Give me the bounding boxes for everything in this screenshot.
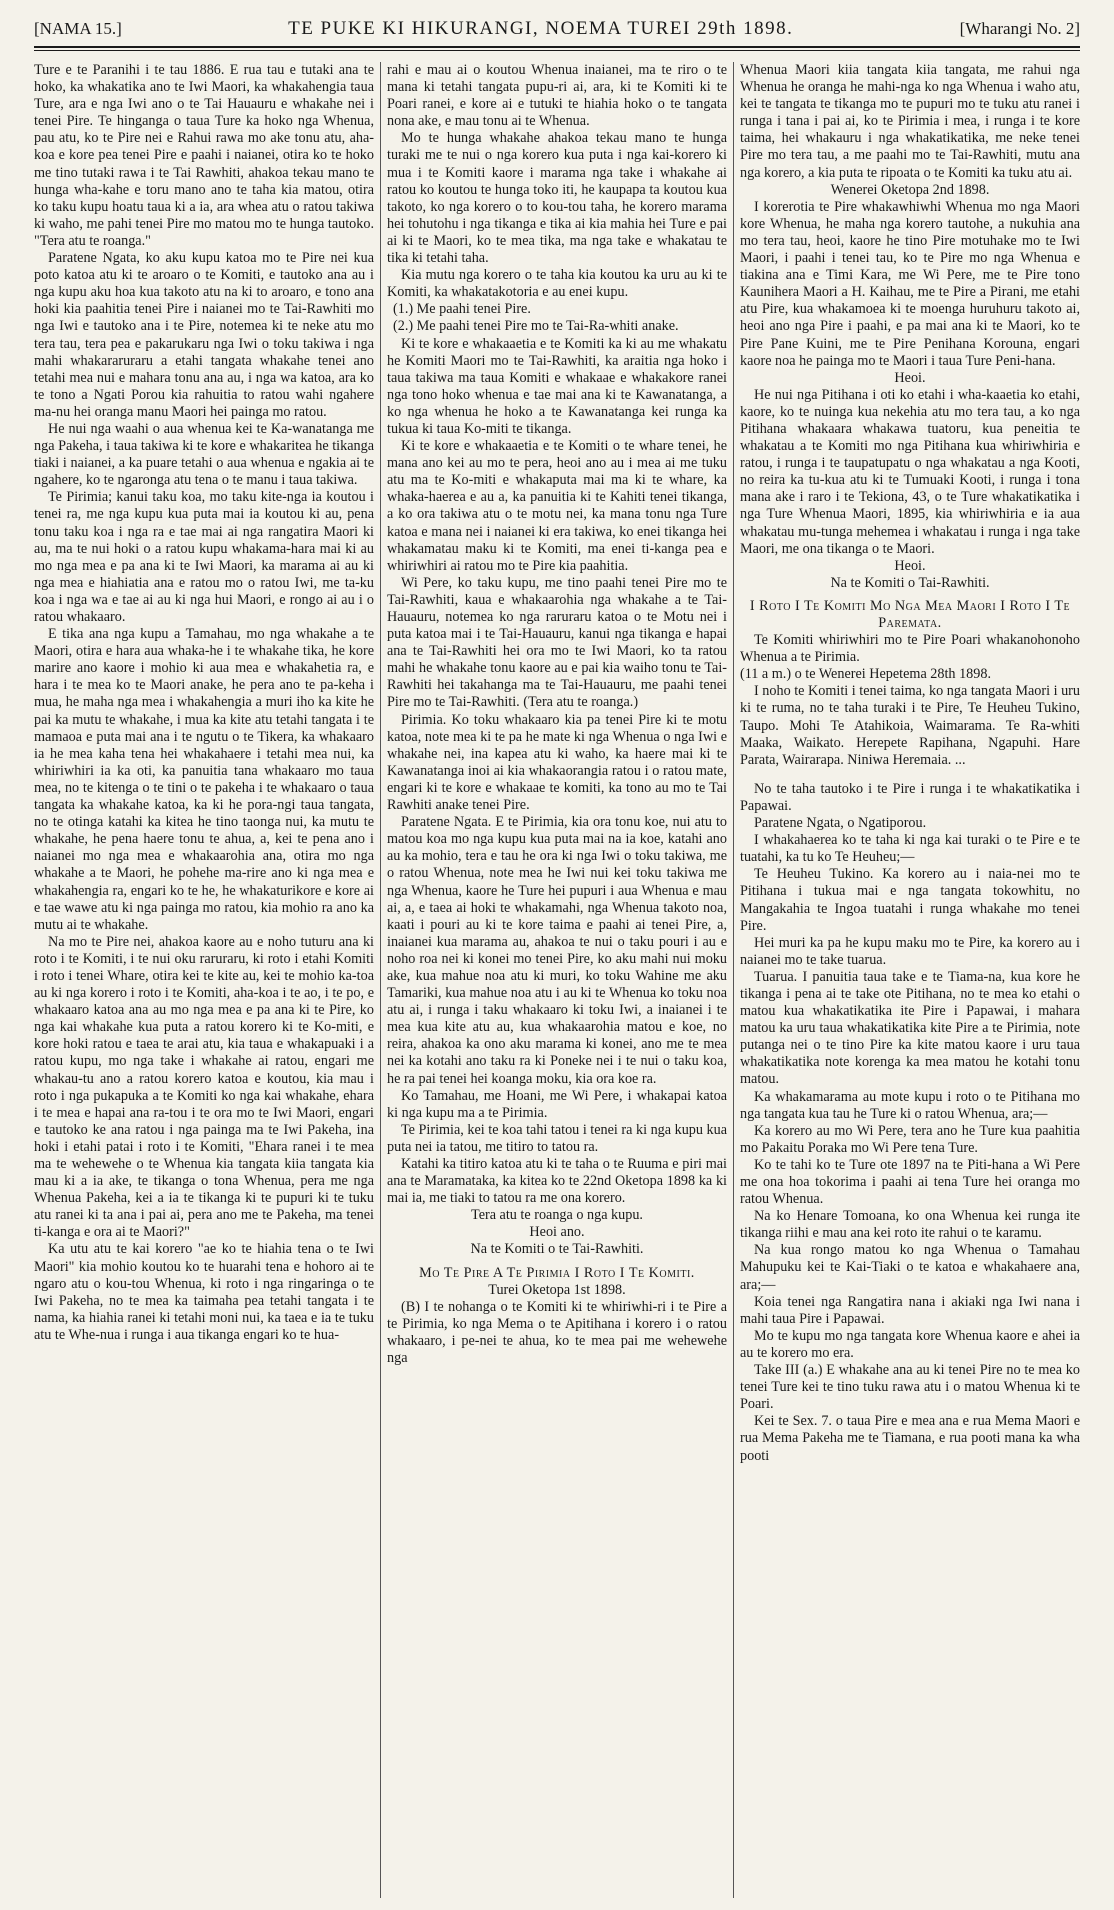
paragraph: He nui nga waahi o aua whenua kei te Ka-wanatanga me nga Pakeha, i taua takiwa ki te kore e whakaritea he tikanga tiaki i naianei, a ka puare tetahi o aua whenua e ngakia ai te ngahere, ko te ngaronga atu tena o te manu i taua takiwa. bbox=[34, 420, 374, 489]
paragraph: E tika ana nga kupu a Tamahau, mo nga whakahe a te Maori, otira e hara aua whaka-he i te whakahe tika, he kore marire ano kaore i mohio ki aua mea e whakahetia ra, e hara i te mea ko te Maori anake, he pera ano te pa-keha i mua, he maha nga mea i whakahengia a muri iho ka kite he pai ka mutu te whakahe, i mua ka kite atu tetahi tangata i te mamaoa e puta mai ana i te ngutu o te Tikera, ka whakaaro ia he mea kaha tena hei whakahaere i tetahi mea nui, ka whiriwhiri ia ka oti, ka panuitia tana whakaaro mo taua mea, no te kitenga o te tini o te pakeha i te whakaaro o taua tangata ka whakahe katoa, ka ki he pora-ngi taua tangata, no te otinga katahi ka kitea he tino taonga nui, ka mutu te whakahe, he pena haere tonu te ahua, a, kei te pena ano i naianei mo nga mea e whakaarohia ana, otira mo nga whakahe a te Maori, he pohehe ma-rire ano ki nga mea e whakahengia ra, engari ko te he, he whakaturikore e kore ai e tae wawe atu ki nga painga mo ratou, kia mohio ra ano ka mutu ai te whakahe. bbox=[34, 626, 374, 933]
paragraph: Ka korero au mo Wi Pere, tera ano he Ture kua paahitia mo Pakaitu Poraka mo Wi Pere tena Ture. bbox=[740, 1122, 1080, 1156]
column-2 bbox=[387, 62, 727, 1898]
signature-line: Heoi. bbox=[894, 369, 926, 386]
paragraph: I korerotia te Pire whakawhiwhi Whenua mo nga Maori kore Whenua, he maha nga korero tautohe, a nukuhia ana mo tera tau, heoi, kaore he tino Pire motuhake mo te Iwi Maori, i paahi i tenei tau, ko te Pire mo nga Whenua e tiakina ana e Timi Kara, me Wi Pere, me te Pire tono Kaunihera Maori a H. Kaihau, me te Pire a Pirani, me etahi atu Pire, kua whakamoea ki te moenga huruhuru takoto ai, heoi ano nga Pire i paahi, e pa mai ana ki te Maori, ko te Pire Pane Kuini, me te Pire Penihana Korouna, engari kaore noa he painga mo te Maori i taua Ture Peni-hana. bbox=[740, 198, 1080, 369]
paragraph: I whakahaerea ko te taha ki nga kai turaki o te Pire e te tuatahi, ka tu ko Te Heuheu;— bbox=[740, 832, 1080, 866]
paragraph: (2.) Me paahi tenei Pire mo te Tai-Ra-whiti anake. bbox=[393, 318, 679, 335]
paragraph: Na kua rongo matou ko nga Whenua o Tamahau Mahupuku kei te Kai-Tiaki o te katoa e whakahaere ana, ara;— bbox=[740, 1242, 1080, 1293]
paragraph: Te Komiti whiriwhiri mo te Pire Poari whakanohonoho Whenua a te Pirimia. bbox=[740, 632, 1080, 666]
header-rule bbox=[34, 50, 1080, 51]
paragraph: Na mo te Pire nei, ahakoa kaore au e noho tuturu ana ki roto i te Komiti, i te nui oku raruraru, ki roto i etahi Komiti i roto i tenei Whare, otira kei te kite au, kei te mohio ka-toa au ki nga korero i roto i te Komiti, aha-koa i te ao, i te po, e whakaaro katoa ana au mo nga mea e pa ana ki te Pire, ko nga kai whakahe kua puta a ratou korero ki te Ko-miti, e kore hoki ratou e taea te arai atu, kia taua e whakapuaki i a ratou kupu, mo nga take i whakahe ai ratou, engari me whakau-tu ano a ratou korero katoa e koutou, kia mau i roto i nga pukapuka a te Komiti ko nga kai whakahe, ehara i te mea e hapai ana ra-tou i te ora mo te Iwi Maori, engari e tautoko ke ana ratou i nga painga ma te Iwi Pakeha, ina hoki i etahi patai i roto i te Komiti, "Ehara ranei i te mea ma te wehewehe o te Whenua kia tangata kiia tangata kia mau ki a ia ake, te tikanga o tona Whenua, pera me nga Whenua Pakeha, kei a ia te tikanga ki te pupuri ki te tuku atu ranei ki ta ana i pai ai, pera ano me te Pakeha, ma tenei ti-kanga e ora ai te Maori?" bbox=[34, 933, 374, 1241]
paragraph: I noho te Komiti i tenei taima, ko nga tangata Maori i uru ki te ruma, no te taha turaki i te Pire, Te Heuheu Tukino, Taupo. Mohi Te Atahikoia, Waimarama. Te Ra-whiti Maaka, Waikato. Herepete Rapihana, Ngapuhi. Hare Parata, Wairarapa. Niniwa Heremaia. ... bbox=[740, 683, 1080, 768]
signature-line: Wenerei Oketopa 2nd 1898. bbox=[830, 181, 990, 198]
paragraph: Ki te kore e whakaaetia e te Komiti o te whare tenei, he mana ano kei au mo te pera, heoi ano au i mea ai me tuku atu ma te Ko-miti e whakaputa mai ma ki te whare, ka whaka-haerea e au a, ka panuitia ki te Kahiti tenei tikanga, a ko ora takiwa atu o te motu nei, ka mana tonu nga Ture katoa e mana nei i naianei ki era takiwa, ko enei tikanga hei whakamatau maku ki te Komiti, ma enei ti-kanga pea e whiriwhiri ai ratou mo te Pire kia paahitia. bbox=[387, 438, 727, 574]
page-number: [Wharangi No. 2] bbox=[959, 19, 1080, 38]
paragraph: rahi e mau ai o koutou Whenua inaianei, ma te riro o te mana ki tetahi tangata pupu-ri ai, ara, ki te Komiti ki te Poari ranei, e kore ai e tutuki te hiahia hoko o te tangata nona ake, e mau tonu ai te Whenua. bbox=[387, 62, 727, 130]
paragraph: Te Heuheu Tukino. Ka korero au i naia-nei mo te Pitihana i tukua mai e nga tangata tokowhitu, no Mangakahia te Ingoa tuatahi i runga whakahe mo tenei Pire. bbox=[740, 866, 1080, 934]
paragraph bbox=[740, 769, 1080, 781]
paragraph: No te taha tautoko i te Pire i runga i te whakatikatika i Papawai. bbox=[740, 780, 1080, 814]
paragraph: (B) I te nohanga o te Komiti ki te whiriwhi-ri i te Pire a te Pirimia, ko nga Mema o te Apitihana i korero i o ratou whakaaro, i pe-nei te ahua, ko te mea pai me wehewehe nga bbox=[387, 1298, 727, 1367]
paragraph: Te Pirimia; kanui taku koa, mo taku kite-nga ia koutou i tenei ra, me nga kupu kua puta mai ia koutou ki au, pena tonu taku koa i nga ra e tae mai ai nga rangatira Maori ki au, ma te nui hoki o a ratou kupu whakama-hara mai ki au mo nga mea e pa ana ki te Iwi Maori, ka marama ai au ki nga mea e hiahiatia ana e ratou mo o ratou Iwi, me ta-ku koa i nga wa e tae ai au ki nga hui Maori, e rongo ai au i o ratou whakaaro. bbox=[34, 489, 374, 625]
paragraph: Paratene Ngata, ko aku kupu katoa mo te Pire nei kua poto katoa atu ki te aroaro o te Komiti, e tautoko ana au i nga kupu aku hoa kua takoto atu na ki to aroaro, e tono ana hoki kia paahitia tenei Pire i naianei mo te Tai-Rawhiti mo nga Iwi e tautoko ana i te Pire, notemea ki te neke atu mo tera tau, tera pea e pakarukaru nga Iwi o toku takiwa i nga mahi whakararuraru a etahi tangata whakahe tenei ano tetahi mea nui e mahara tonu ana au, i nga wa katoa, ara ko te tono a Ngati Porou kia rahuitia to ratou wahi ngahere ma-nu hei oranga manu Maori hei painga mo ratou. bbox=[34, 250, 374, 420]
column-1 bbox=[34, 62, 374, 1898]
paragraph: Kei te Sex. 7. o taua Pire e mea ana e rua Mema Maori e rua Mema Pakeha me te Tiamana, e rua pooti mana ka wha pooti bbox=[740, 1413, 1080, 1464]
signature-line: Tera atu te roanga o nga kupu. bbox=[471, 1207, 643, 1224]
column-3 bbox=[740, 62, 1080, 1898]
issue-number: [NAMA 15.] bbox=[34, 19, 122, 38]
paper-title-date: TE PUKE KI HIKURANGI, NOEMA TUREI 29th 1898. bbox=[288, 18, 794, 39]
paragraph: Ki te kore e whakaaetia e te Komiti ka ki au me whakatu he Komiti Maori mo te Tai-Rawhiti, ka araitia nga hoko i taua takiwa ma taua Komiti e whakaae e whakakore ranei nga tono hoko whenua e tae mai ana ki te Kawanatanga, a ko nga whenua he hoko a te Kawanatanga kei runga ka tukua ki taua Ko-miti te tikanga. bbox=[387, 335, 727, 437]
paragraph: (1.) Me paahi tenei Pire. bbox=[393, 301, 531, 318]
signature-line: Heoi ano. bbox=[529, 1224, 585, 1241]
paragraph: Hei muri ka pa he kupu maku mo te Pire, ka korero au i naianei mo te take tuarua. bbox=[740, 934, 1080, 968]
paragraph: Katahi ka titiro katoa atu ki te taha o te Ruuma e piri mai ana te Maramataka, ka kitea ko te 22nd Oketopa 1898 ka ki mai ia, me tiaki to tatou ra me ona korero. bbox=[387, 1156, 727, 1207]
signature-line: Heoi. bbox=[894, 557, 926, 574]
paragraph: Take III (a.) E whakahe ana au ki tenei Pire no te mea ko tenei Ture kei te tino tuku rawa atu i o matou Whenua ki te Poari. bbox=[740, 1362, 1080, 1413]
paragraph: Whenua Maori kiia tangata kiia tangata, me rahui nga Whenua he oranga he mahi-nga ko nga Whenua i waho atu, kei te tangata te tikanga mo te pupuri mo te tuku atu ranei i runga i tana i pai ai, ko te Pirimia i mea, i runga i te kore taima, hei whakauru i nga whakatikatika, me neke tenei Pire mo tera tau, a me paahi mo te Tai-Rawhiti, mutu ana nga korero, a kia puta te ripoata o te Komiti ka tuku atu ai. bbox=[740, 62, 1080, 181]
paragraph: Ko te tahi ko te Ture ote 1897 na te Piti-hana a Wi Pere me ona hoa tokorima i paahi ai tena Ture hei oranga mo ratou Whenua. bbox=[740, 1156, 1080, 1208]
paragraph: Tuarua. I panuitia taua take e te Tiama-na, kua kore he tikanga i pena ai te take ote Pitihana, no te mea ko etahi o matou kua whakatikatika ite Pire i Papawai, i mahara matou ka uru taua whakatikatika kite Pire a te Pirimia, note putanga nei o te tino Pire ka kite matou kaore i uru taua whakatikatika note korenga ka mea matou he kotahi tonu matou. bbox=[740, 968, 1080, 1088]
signature-line: Turei Oketopa 1st 1898. bbox=[488, 1281, 626, 1298]
paragraph: Wi Pere, ko taku kupu, me tino paahi tenei Pire mo te Tai-Rawhiti, kaua e whakaarohia nga whakahe a te Tai-Hauauru, notemea ko nga raruraru katoa o te Motu nei i puta katoa mai i te Tai-Hauauru, kanui nga tikanga e hapai ana te Tai-Rawhiti hei ora mo te Iwi Maori, ko ta ratou mahi he whakahe tonu kaore au e pai kia waiho tonu te Tai-Rawhiti hei takahanga ma te Tai-Hauauru, me paahi tenei Pire mo te Tai-Rawhiti. (Tera atu te roanga.) bbox=[387, 574, 727, 711]
paragraph: He nui nga Pitihana i oti ko etahi i wha-kaaetia ko etahi, kaore, ko te nuinga kua nekehia atu mo tera tau, a ko nga Pitihana whakaara whakawa tuatoru, kua peneitia te whakatau a te Komiti mo nga Pitihana kua whiriwhiria e ratou, i runga i te taupatupatu o nga whakatau a nga Kooti, no reira ka tu-kua atu ki te Tumuaki Kooti, i runga i tona mana ake i raro i te Tekiona, 43, o te Ture whakatikatika i nga Ture Whenua Maori, 1895, kia whiriwhiria e ia aua whakatau mu-tunga mehemea i whakatau i runga i nga take Maori, me ona tikanga o te Maori. bbox=[740, 386, 1080, 557]
section-heading: Mo Te Pire A Te Pirimia I Roto I Te Komiti. bbox=[419, 1264, 695, 1281]
paragraph: Te Pirimia, kei te koa tahi tatou i tenei ra ki nga kupu kua puta nei ia tatou, me titiro to tatou ra. bbox=[387, 1121, 727, 1155]
signature-line: Na te Komiti o Tai-Rawhiti. bbox=[830, 574, 990, 591]
masthead bbox=[34, 12, 1080, 48]
paragraph: (11 a m.) o te Wenerei Hepetema 28th 1898. bbox=[740, 666, 991, 683]
paragraph: Mo te hunga whakahe ahakoa tekau mano te hunga turaki me te nui o nga korero kua puta i nga kai-korero ki mua i te Komiti kaore i marama nga take i whakahe ai ratou ko koutou te hunga toko iti, he kaupapa ta koutou kua takoto, ko nga korero o to kou-tou taha, he korero marama hei tohutohu i nga tikanga e tika ai kia mahia hei Ture e pai ai ki te Maori, ko te mea tika, ma nga take e whakatau te tika ki tetahi taha. bbox=[387, 130, 727, 267]
paragraph: Ka whakamarama au mote kupu i roto o te Pitihana mo nga tangata kua tau he Ture ki o ratou Whenua, ara;— bbox=[740, 1088, 1080, 1122]
column-divider bbox=[733, 62, 734, 1898]
paragraph: Mo te kupu mo nga tangata kore Whenua kaore e ahei ia au te korero mo era. bbox=[740, 1327, 1080, 1361]
column-divider bbox=[380, 62, 381, 1898]
paragraph: Ko Tamahau, me Hoani, me Wi Pere, i whakapai katoa ki nga kupu ma a te Pirimia. bbox=[387, 1087, 727, 1121]
paragraph: Ture e te Paranihi i te tau 1886. E rua tau e tutaki ana te hoko, ka whakatika ano te Iwi Maori, ka whakahengia taua Ture, ara e nga Iwi ano o te Tai Hauauru e whakahe nei i tenei Pire. Te hinganga o taua Ture ka hoko nga Whenua, pau atu, ko te Pire nei e Rahui rawa mo ake tonu atu, aha-koa e kore pea tenei Pire e paahi i naianei, otira ko te hoko me tino tutaki rawa i te Tai Rawhiti, ahakoa tekau mano te hunga wha-kahe e toru mano ano te taha kia matou, otira ko taku kupu hoatu taua ki a ia, ara whea atu o ratou takiwa ki waho, me pahi tenei Pire mo matou mo te hunga tautoko. "Tera atu te roanga." bbox=[34, 62, 374, 249]
signature-line: Na te Komiti o te Tai-Rawhiti. bbox=[470, 1241, 644, 1258]
paragraph: Koia tenei nga Rangatira nana i akiaki nga Iwi nana i mahi taua Pire i Papawai. bbox=[740, 1293, 1080, 1327]
paragraph: Ka utu atu te kai korero "ae ko te hiahia tena o te Iwi Maori" kia mohio koutou ko te huarahi tena e hohoro ai te ngaro atu o kou-tou Whenua, ki roto i nga ringaringa o te Iwi Pakeha, no te mea ka taimaha pea tetahi tangata i te nama, ka hiahia ranei ki tetahi moni nui, ka taea e ia te tuku atu te Whe-nua i runga i aua tikanga engari ko te hua- bbox=[34, 1241, 374, 1343]
paragraph: Kia mutu nga korero o te taha kia koutou ka uru au ki te Komiti, ka whakatakotoria e au enei kupu. bbox=[387, 267, 727, 301]
paragraph: Na ko Henare Tomoana, ko ona Whenua kei runga ite tikanga riihi e mau ana kei roto ite rahui o te karamu. bbox=[740, 1208, 1080, 1242]
paragraph: Pirimia. Ko toku whakaaro kia pa tenei Pire ki te motu katoa, note mea ki te pa he mate ki nga Whenua o nga Iwi e whakahe nei, ina kapea atu ki waho, ka haere mai ki te Kawanatanga inoi ai kia whakaorangia ratou i o ratou mate, engari ki te kore e whakaae te komiti, ka tono au mo te Tai Rawhiti anake tenei Pire. bbox=[387, 711, 727, 814]
paragraph: Paratene Ngata, o Ngatiporou. bbox=[754, 815, 927, 832]
paragraph: Paratene Ngata. E te Pirimia, kia ora tonu koe, nui atu to matou koa mo nga kupu kua puta mai na ia koe, katahi ano au ka mohio, tera e tau he ora ki nga Iwi o toku takiwa, me o ratou Whenua, note mea he Iwi nui kei toku takiwa me nga Whenua, kaore he Ture hei pupuri i aua Whenua e mau ai, a, e taea ai hoki te whakamahi, nga Whenua takoto noa, kaati i pouri au ki te kore taima e paahi ai tenei Pire, a, inaianei kua marama au, ahakoa te nui o taku pouri i au e noho roa nei ki konei mo tenei Pire, ko aku mahi nui moku ake, kua mahue noa atu ki muri, ko toku Wahine me aku Tamariki, kua mahue noa atu i au ki te Whenua ko toku noa atu ai, i runga i taku whakaaro ki toku Iwi, a inaianei i te mea kua kite atu au, kua whakaarohia matou e koe, no reira, ahakoa ka ono aku marama ki konei, ano me te mea nei ka kotahi ano taku ra ki Poneke nei i te nui o taku koa, he ra pai tenei hei koanga moku, kia ora koe ra. bbox=[387, 814, 727, 1087]
section-heading: I Roto I Te Komiti Mo Nga Mea Maori I Roto I Te Paremata. bbox=[749, 597, 1071, 631]
